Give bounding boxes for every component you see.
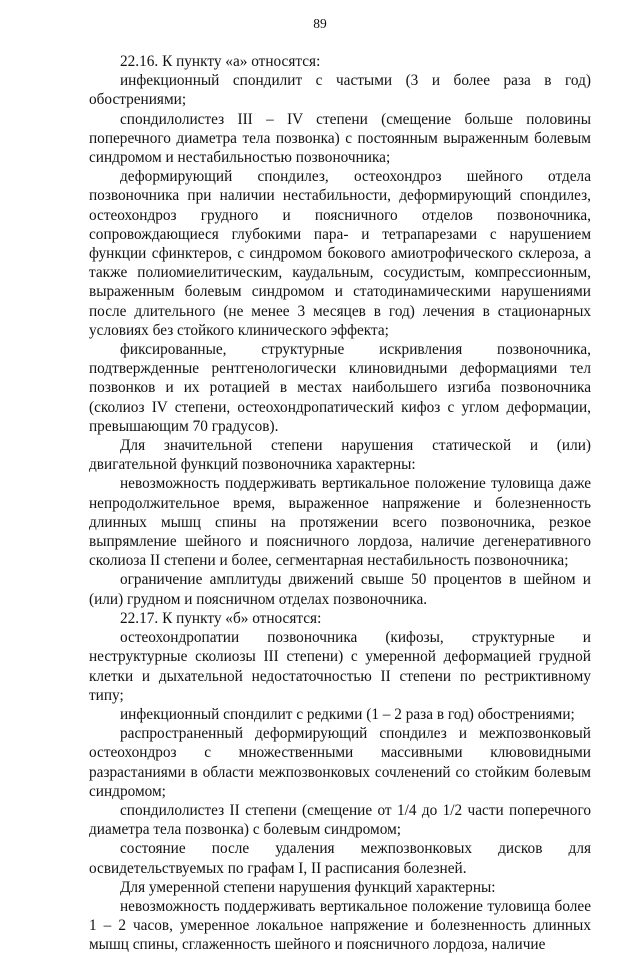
paragraph: спондилолистез III – IV степени (смещение больше половины поперечного диаметра тела позвонка) с постоянным выраженным болевым синдромом и нестабильностью позвоночника; bbox=[89, 110, 591, 167]
paragraph: инфекционный спондилит с частыми (3 и более раза в год) обострениями; bbox=[89, 72, 591, 109]
paragraph: распространенный деформирующий спондилез и межпозвонковый остеохондроз с множественными массивными клювовидными разрастаниями в области межпозвонковых сочленений со стойким болевым синдромом; bbox=[89, 725, 591, 800]
paragraph: деформирующий спондилез, остеохондроз шейного отдела позвоночника при наличии нестабильности, деформирующий спондилез, остеохондроз грудного и поясничного отделов позвоночника, сопровождающиеся глубокими пара- и тетрапарезами с нарушением функции сфинктеров, с синдромом бокового амиотрофического склероза, а также полиомиелитическим, каудальным, сосудистым, компрессионным, выраженным болевым синдромом и статодинамическими нарушениями после длительного (не менее 3 месяцев в год) лечения в стационарных условиях без стойкого клинического эффекта; bbox=[89, 168, 591, 339]
section-heading-22-17: 22.17. К пункту «б» относятся: bbox=[120, 609, 322, 627]
document-body bbox=[89, 52, 591, 955]
paragraph: инфекционный спондилит с редкими (1 – 2 раза в год) обострениями; bbox=[120, 705, 575, 723]
paragraph: невозможность поддерживать вертикальное положение туловища более 1 – 2 часов, умеренное локальное напряжение и болезненность длинных мышц спины, сглаженность шейного и поясничного лордоза, наличие bbox=[89, 897, 591, 954]
paragraph: Для значительной степени нарушения статической и (или) двигательной функций позвоночника характерны: bbox=[89, 437, 591, 474]
page-number: 89 bbox=[313, 16, 327, 31]
paragraph: спондилолистез II степени (смещение от 1/4 до 1/2 части поперечного диаметра тела позвонка) с болевым синдромом; bbox=[89, 801, 591, 839]
section-heading-22-16: 22.16. К пункту «а» относятся: bbox=[120, 53, 321, 70]
paragraph: невозможность поддерживать вертикальное положение туловища даже непродолжительное время, выраженное напряжение и болезненность длинных мышц спины на протяжении всего позвоночника, резкое выпрямление шейного и поясничного лордоза, наличие дегенеративного сколиоза II степени и более, сегментарная нестабильность позвоночника; bbox=[89, 475, 591, 570]
paragraph: Для умеренной степени нарушения функций характерны: bbox=[120, 878, 496, 896]
paragraph: состояние после удаления межпозвонковых дисков для освидетельствуемых по графам I, II расписания болезней. bbox=[89, 840, 591, 877]
paragraph: остеохондропатии позвоночника (кифозы, структурные и неструктурные сколиозы III степени) с умеренной деформацией грудной клетки и дыхательной недостаточностью II степени по рестриктивному типу; bbox=[89, 629, 591, 704]
paragraph: фиксированные, структурные искривления позвоночника, подтвержденные рентгенологически клиновидными деформациями тел позвонков и их ротацией в местах наибольшего изгиба позвоночника (сколиоз IV степени, остеохондропатический кифоз с углом деформации, превышающим 70 градусов). bbox=[89, 341, 591, 435]
paragraph: ограничение амплитуды движений свыше 50 процентов в шейном и (или) грудном и поясничном отделах позвоночника. bbox=[89, 571, 591, 608]
